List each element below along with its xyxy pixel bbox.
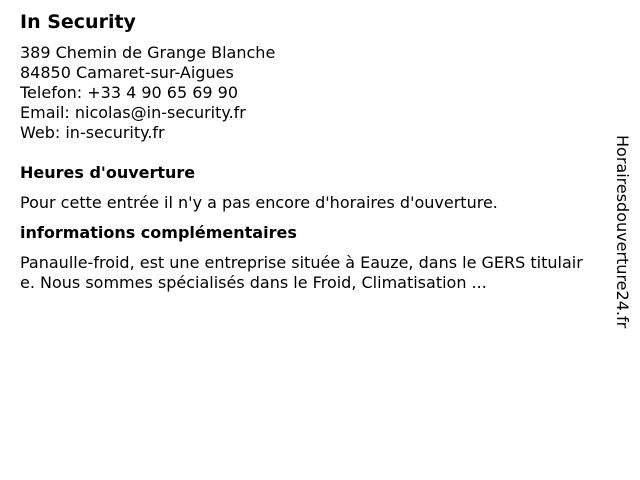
- opening-hours-heading: Heures d'ouverture: [20, 163, 196, 182]
- business-name: In Security: [20, 11, 136, 33]
- additional-info-heading: informations complémentaires: [20, 223, 297, 242]
- phone-line: Telefon: +33 4 90 65 69 90: [20, 83, 239, 102]
- opening-hours-text: Pour cette entrée il n'y a pas encore d'horaires d'ouverture.: [20, 193, 498, 212]
- web-line: Web: in-security.fr: [20, 123, 165, 142]
- address-street: 389 Chemin de Grange Blanche: [20, 43, 276, 62]
- additional-info-text: Panaulle-froid, est une entreprise située à Eauze, dans le GERS titulaire. Nous sommes spécialisés dans le Froid, Climatisation ...: [20, 253, 583, 292]
- business-card: [20, 10, 600, 293]
- address-city: 84850 Camaret-sur-Aigues: [20, 63, 234, 82]
- email-line: Email: nicolas@in-security.fr: [20, 103, 246, 122]
- site-watermark: Horairesdouverture24.fr: [613, 135, 632, 329]
